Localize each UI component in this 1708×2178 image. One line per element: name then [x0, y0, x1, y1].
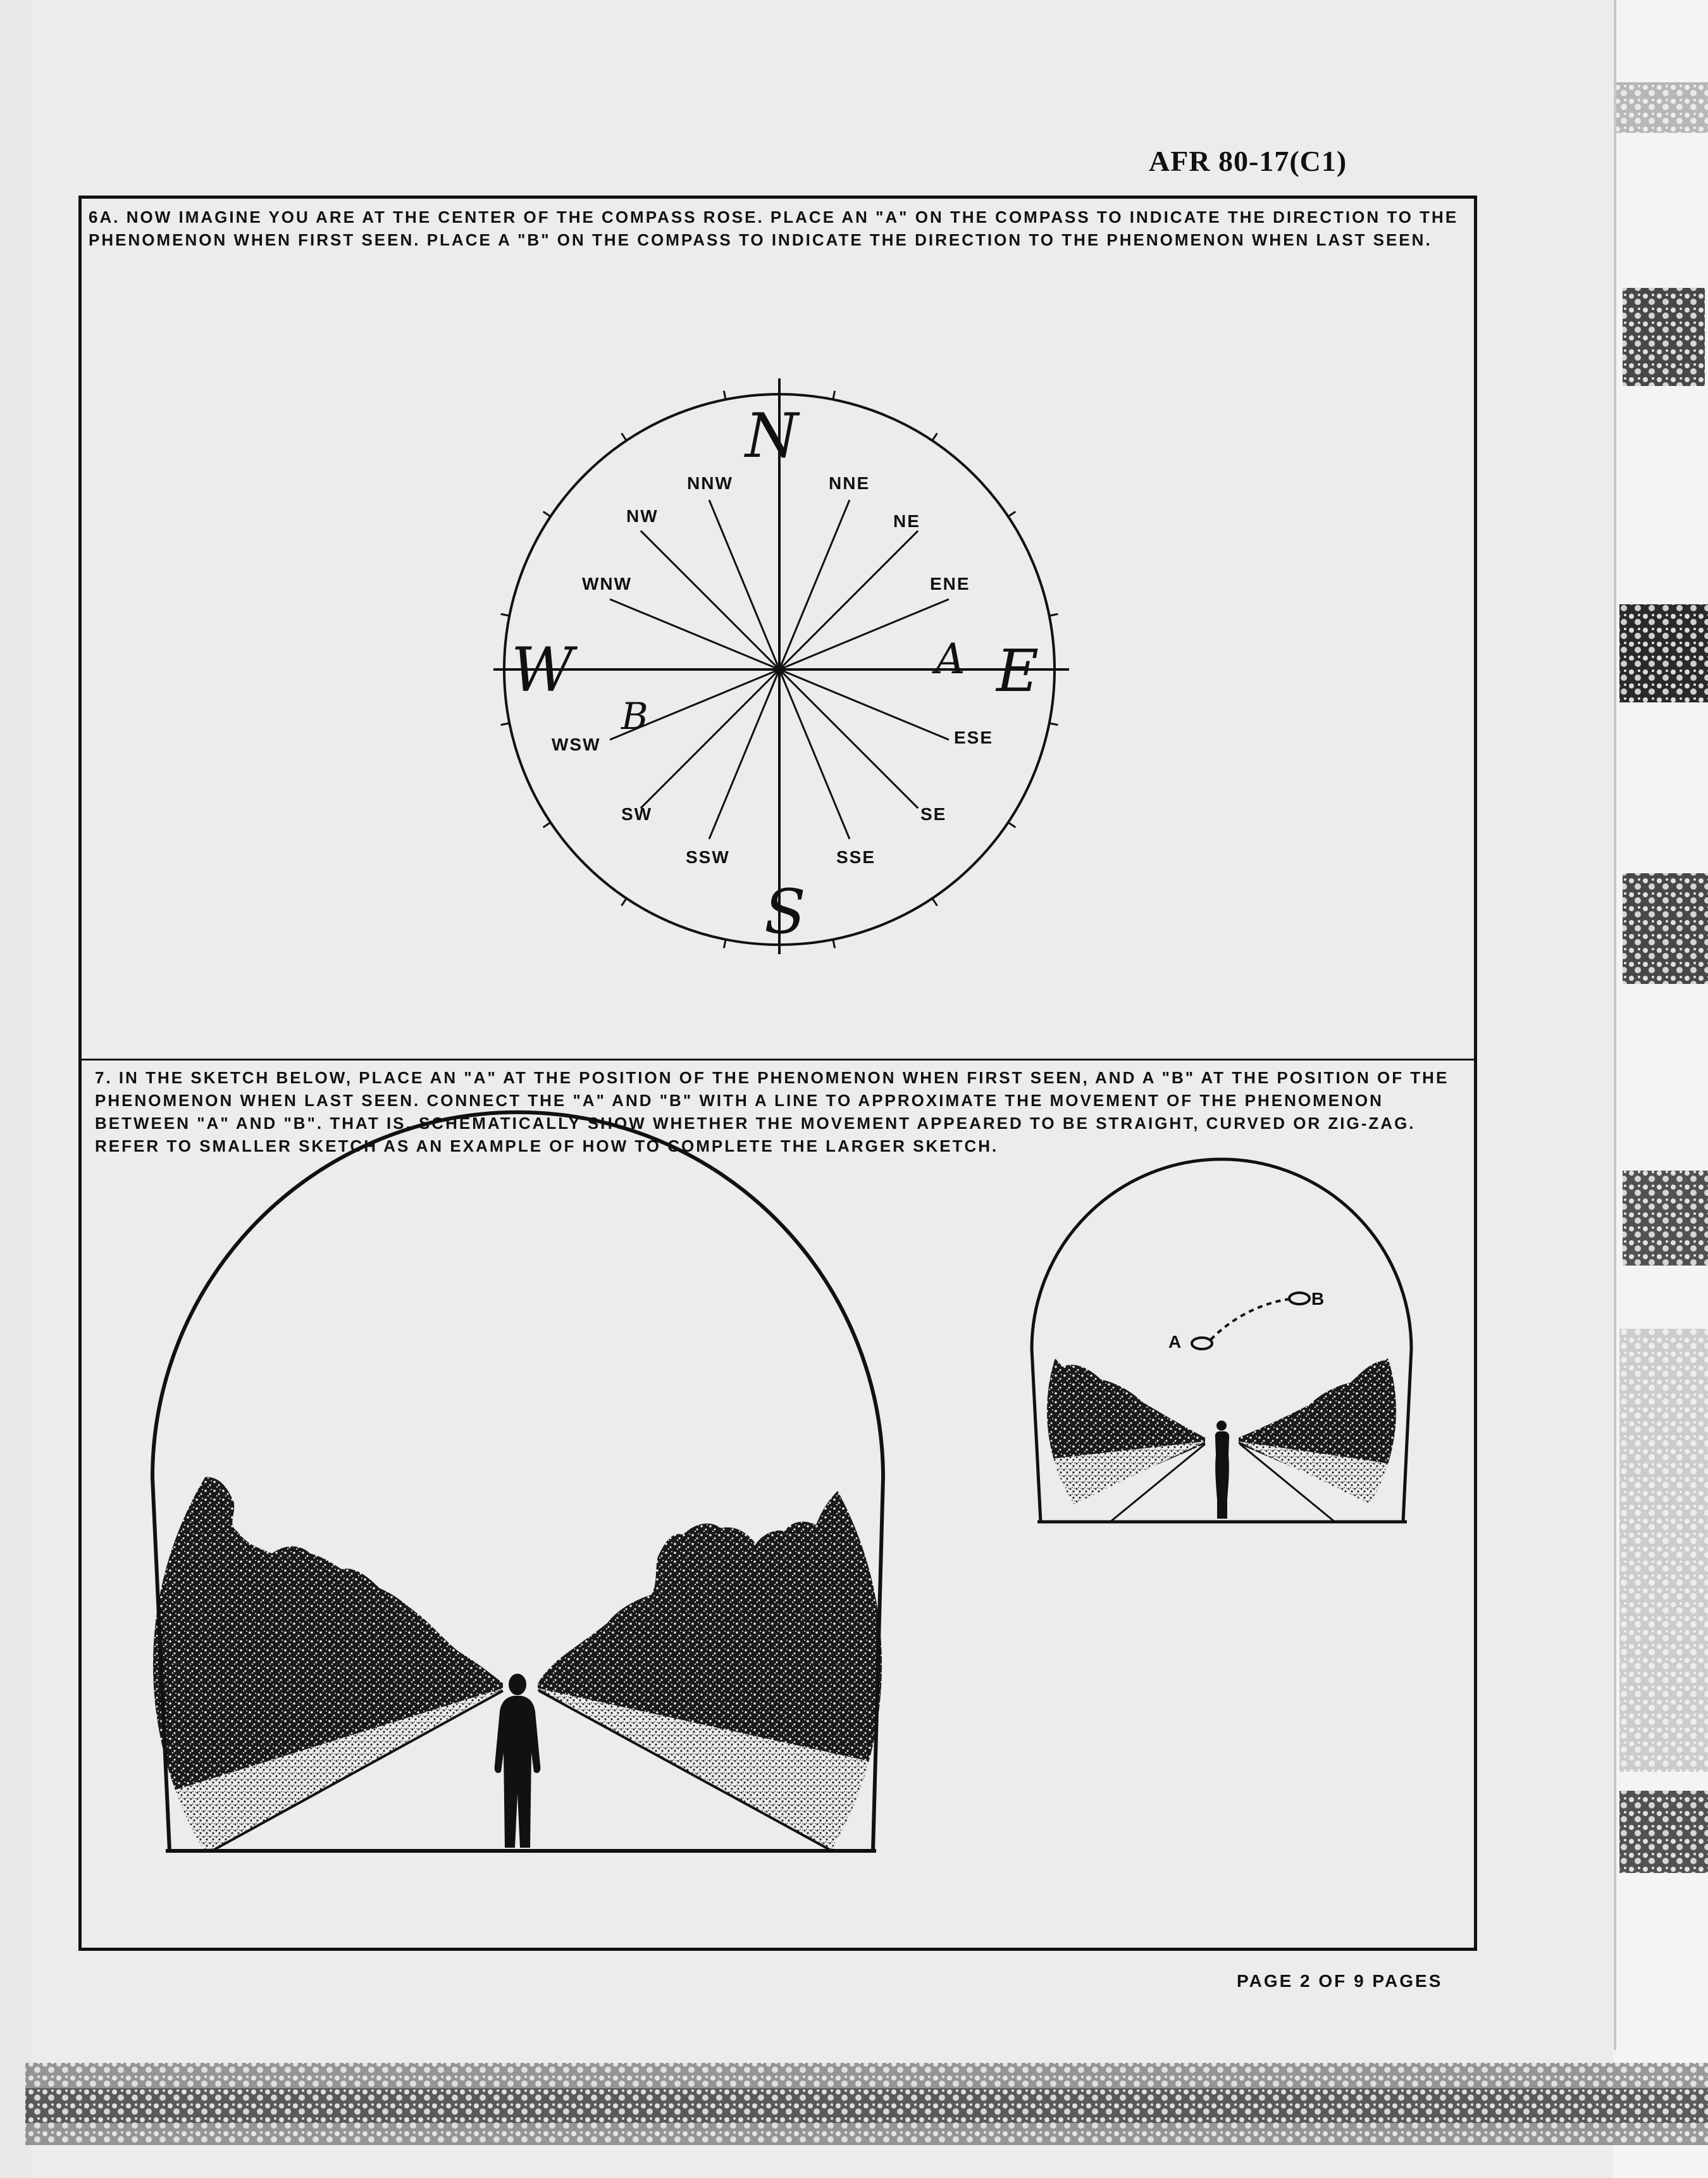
question-7-text: IN THE SKETCH BELOW, PLACE AN "A" AT THE POSITION OF THE PHENOMENON WHEN FIRST SEEN, AND A "B" AT THE POSITION OF THE PHENOMENON WHEN LAST SEEN. CONNECT THE "A" AND "B" WITH A LINE TO APPROXIMATE THE MOVEMENT OF THE PHENOMENON BETWEEN "A" AND "B". THAT IS, SCHEMATICALLY SHOW WHETHER THE MOVEMENT APPEARED TO BE STRAIGHT, CURVED OR ZIG-ZAG. REFER TO SMALLER SKETCH AS AN EXAMPLE OF HOW TO COMPLETE THE LARGER SKETCH. — [95, 1068, 1449, 1155]
dir-label-sw: SW — [621, 804, 653, 824]
form-number: AFR 80-17(C1) — [1149, 145, 1347, 177]
dir-label-ese: ESE — [954, 728, 994, 747]
compass-spoke — [779, 669, 918, 808]
compass-tick — [1008, 512, 1016, 517]
compass-tick — [833, 940, 835, 949]
compass-tick — [543, 823, 551, 828]
dir-label-wsw: WSW — [552, 735, 601, 754]
compass-tick — [622, 899, 627, 906]
handwritten-north: N — [745, 401, 798, 471]
compass-tick — [1049, 723, 1058, 725]
dir-label-sse: SSE — [836, 847, 876, 867]
dir-label-nne: NNE — [829, 473, 870, 493]
dir-label-se: SE — [920, 804, 947, 824]
compass-tick — [1008, 823, 1016, 828]
question-7-number: 7. — [95, 1068, 113, 1087]
dir-label-wnw: WNW — [582, 574, 633, 594]
handwritten-east: E — [996, 637, 1039, 705]
scan-noise-blocks — [1615, 0, 1708, 2050]
handwritten-west: W — [511, 635, 574, 706]
compass-tick — [501, 614, 510, 616]
handwritten-mark-a: A — [935, 635, 965, 683]
page-number: PAGE 2 OF 9 PAGES — [1237, 1971, 1443, 1991]
compass-tick — [1049, 614, 1058, 616]
question-6a-number: 6A. — [89, 208, 120, 227]
example-label-a: A — [1168, 1332, 1183, 1352]
compass-tick — [932, 433, 938, 441]
dir-label-ene: ENE — [930, 574, 970, 594]
compass-tick — [622, 433, 627, 441]
question-6a-text: NOW IMAGINE YOU ARE AT THE CENTER OF THE COMPASS ROSE. PLACE AN "A" ON THE COMPASS TO INDICATE THE DIRECTION TO THE PHENOMENON WHEN FIRST SEEN. PLACE A "B" ON THE COMPASS TO INDICATE THE DIRECTION TO THE PHENOMENON WHEN LAST SEEN. — [89, 208, 1459, 249]
compass-tick — [501, 723, 510, 725]
dir-label-nw: NW — [626, 506, 659, 526]
compass-tick — [932, 899, 938, 906]
compass-spoke — [779, 531, 918, 669]
example-label-b: B — [1311, 1289, 1326, 1309]
compass-tick — [833, 391, 835, 400]
handwritten-south: S — [764, 876, 806, 947]
compass-spoke — [641, 531, 779, 669]
handwritten-mark-b: B — [621, 695, 648, 738]
example-sketch — [1025, 1159, 1420, 1522]
scan-noise-bottom — [25, 2063, 1708, 2145]
large-sketch — [152, 1112, 889, 1851]
dir-label-ssw: SSW — [686, 847, 730, 867]
compass-spoke — [641, 669, 779, 808]
compass-tick — [724, 940, 726, 949]
dir-label-nnw: NNW — [687, 473, 733, 493]
compass-tick — [724, 391, 726, 400]
compass-tick — [543, 512, 551, 517]
dir-label-ne: NE — [893, 511, 920, 531]
